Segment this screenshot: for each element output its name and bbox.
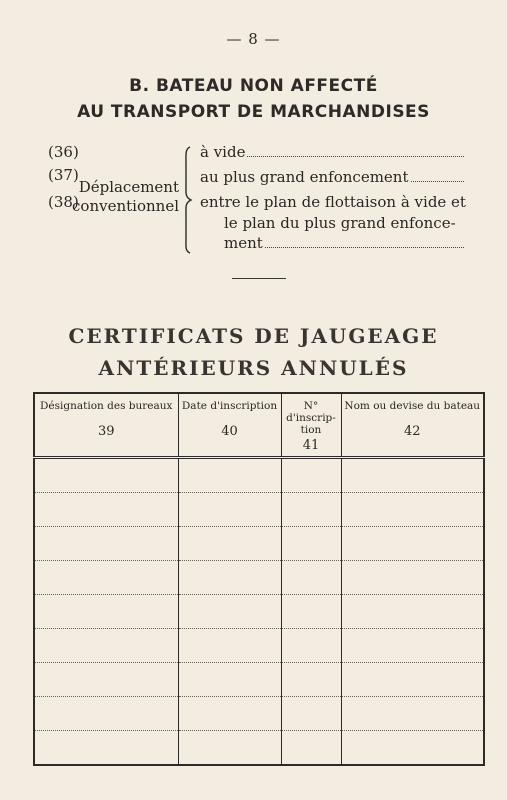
table-cell[interactable] bbox=[178, 697, 281, 731]
table-cell[interactable] bbox=[34, 561, 178, 595]
table-cell[interactable] bbox=[281, 595, 341, 629]
table-cell[interactable] bbox=[178, 493, 281, 527]
column-number: 39 bbox=[97, 424, 115, 439]
fill-line[interactable] bbox=[265, 235, 464, 248]
column-header-nom bbox=[341, 393, 484, 458]
table-row bbox=[34, 629, 484, 663]
column-number: 41 bbox=[302, 438, 320, 453]
column-header-label: Nom ou devise du bateau bbox=[344, 400, 481, 412]
column-number: 42 bbox=[403, 424, 421, 439]
table-row bbox=[34, 561, 484, 595]
option-a-vide[interactable] bbox=[200, 143, 464, 161]
option-entre-plans-line3: ment bbox=[224, 234, 263, 252]
table-cell[interactable] bbox=[341, 493, 484, 527]
fill-line[interactable] bbox=[247, 144, 464, 157]
table-row bbox=[34, 663, 484, 697]
option-entre-plans-line1: entre le plan de flottaison à vide et bbox=[200, 193, 466, 211]
table-cell[interactable] bbox=[34, 663, 178, 697]
table-cell[interactable] bbox=[341, 561, 484, 595]
group-label-deplacement: Déplacement bbox=[78, 178, 179, 196]
column-header-label: Désignation des bureaux bbox=[40, 400, 173, 412]
table-cell[interactable] bbox=[178, 663, 281, 697]
table-cell[interactable] bbox=[34, 527, 178, 561]
table-row bbox=[34, 595, 484, 629]
table-cell[interactable] bbox=[34, 595, 178, 629]
section-title-line1: B. BATEAU NON AFFECTÉ bbox=[129, 76, 378, 96]
column-number: 40 bbox=[221, 424, 238, 439]
table-cell[interactable] bbox=[341, 527, 484, 561]
divider bbox=[232, 278, 286, 279]
table-cell[interactable] bbox=[341, 458, 484, 493]
option-plus-grand-enfoncement[interactable] bbox=[200, 168, 464, 186]
table-cell[interactable] bbox=[281, 527, 341, 561]
table-cell[interactable] bbox=[341, 629, 484, 663]
table-cell[interactable] bbox=[281, 561, 341, 595]
column-header-label: N° d'inscrip-tion bbox=[286, 400, 336, 436]
column-header-numero bbox=[281, 393, 341, 458]
table-cell[interactable] bbox=[178, 731, 281, 766]
table-row bbox=[34, 697, 484, 731]
brace-icon bbox=[182, 145, 194, 255]
table-cell[interactable] bbox=[178, 527, 281, 561]
table-cell[interactable] bbox=[281, 629, 341, 663]
table-cell[interactable] bbox=[178, 595, 281, 629]
table-cell[interactable] bbox=[281, 458, 341, 493]
table-cell[interactable] bbox=[281, 731, 341, 766]
table-cell[interactable] bbox=[178, 629, 281, 663]
table-row bbox=[34, 527, 484, 561]
table-cell[interactable] bbox=[281, 493, 341, 527]
table-cell[interactable] bbox=[34, 629, 178, 663]
fill-line[interactable] bbox=[411, 169, 465, 182]
field-ref-36: (36) bbox=[48, 143, 79, 161]
certificates-table bbox=[33, 392, 485, 766]
group-label-conventionnel: conventionnel bbox=[72, 197, 179, 215]
table-cell[interactable] bbox=[341, 663, 484, 697]
table-cell[interactable] bbox=[341, 595, 484, 629]
table-cell[interactable] bbox=[281, 663, 341, 697]
table-cell[interactable] bbox=[34, 731, 178, 766]
table-row bbox=[34, 731, 484, 766]
column-header-date bbox=[178, 393, 281, 458]
table-cell[interactable] bbox=[341, 731, 484, 766]
section-title-line2: AU TRANSPORT DE MARCHANDISES bbox=[77, 102, 430, 122]
option-plus-grand-enfoncement-label: au plus grand enfoncement bbox=[200, 168, 409, 186]
table-row bbox=[34, 458, 484, 493]
certificates-title-line2: ANTÉRIEURS ANNULÉS bbox=[98, 356, 409, 380]
table-cell[interactable] bbox=[34, 493, 178, 527]
field-ref-37: (37) bbox=[48, 166, 79, 184]
option-entre-plans[interactable] bbox=[224, 234, 464, 252]
table-cell[interactable] bbox=[178, 458, 281, 493]
table-cell[interactable] bbox=[34, 697, 178, 731]
field-ref-38: (38) bbox=[48, 193, 79, 211]
table-header-row bbox=[34, 393, 484, 458]
certificates-title-line1: CERTIFICATS DE JAUGEAGE bbox=[68, 324, 439, 348]
column-header-label: Date d'inscription bbox=[181, 400, 278, 412]
column-header-bureaux bbox=[34, 393, 178, 458]
option-a-vide-label: à vide bbox=[200, 143, 246, 161]
page-number: — 8 — bbox=[226, 30, 281, 48]
table-cell[interactable] bbox=[178, 561, 281, 595]
table-cell[interactable] bbox=[281, 697, 341, 731]
option-entre-plans-line2: le plan du plus grand enfonce- bbox=[224, 214, 456, 232]
table-row bbox=[34, 493, 484, 527]
table-cell[interactable] bbox=[34, 458, 178, 493]
table-cell[interactable] bbox=[341, 697, 484, 731]
